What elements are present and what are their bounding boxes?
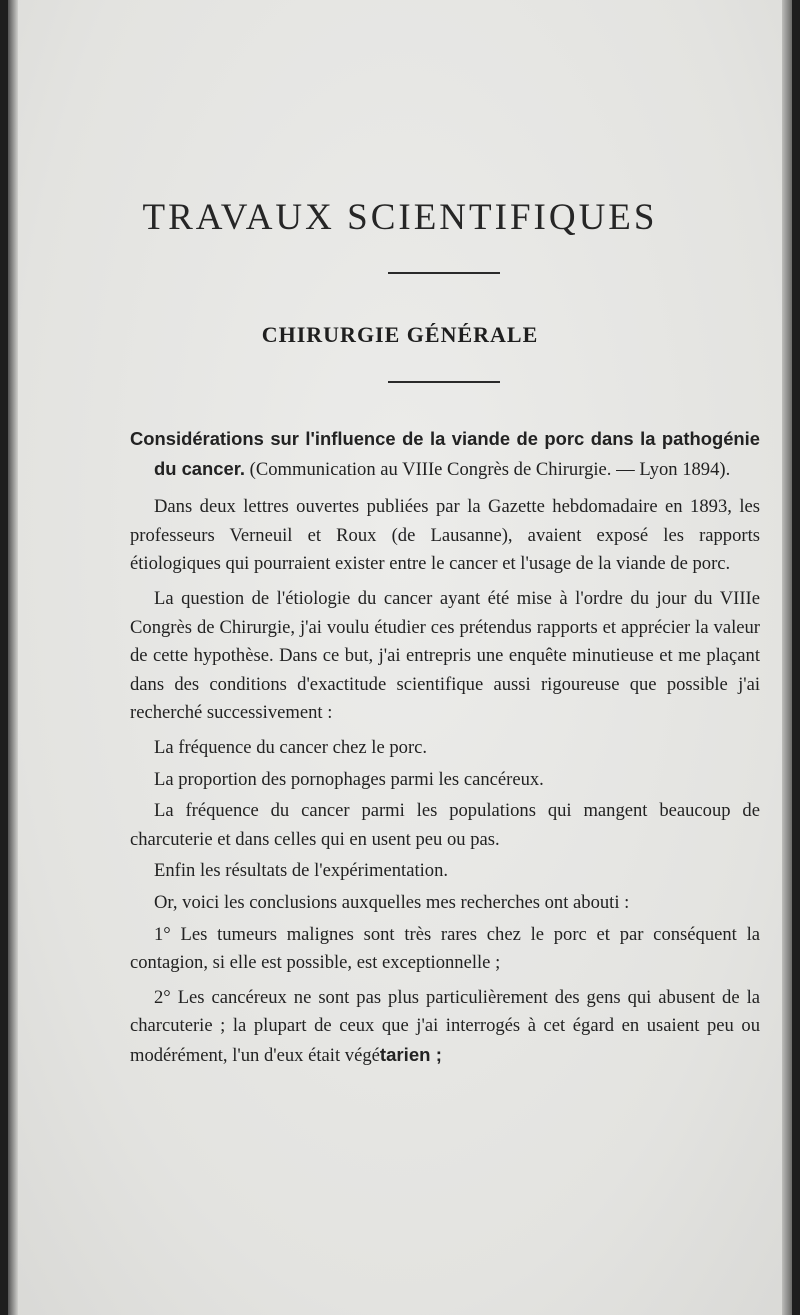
page-title: TRAVAUX SCIENTIFIQUES	[142, 197, 658, 238]
list-item: La proportion des pornophages parmi les cancéreux.	[154, 768, 544, 790]
title-divider	[388, 272, 500, 274]
conclusion-1: 1° Les tumeurs malignes sont très rares chez le porc et par conséquent la contagion, si elle est possible, est exceptionnelle ;	[130, 923, 760, 974]
list-item: La fréquence du cancer chez le porc.	[154, 736, 428, 758]
section-title: CHIRURGIE GÉNÉRALE	[261, 322, 539, 347]
conclusion-intro: Or, voici les conclusions auxquelles mes recherches ont abouti :	[154, 891, 630, 913]
section-divider	[388, 381, 500, 383]
conclusion-2-end: tarien ;	[379, 1043, 442, 1065]
article-heading	[130, 425, 760, 484]
book-page	[8, 0, 792, 1315]
conclusion-2-text: 2° Les cancéreux ne sont pas plus particulièrement des gens qui abusent de la charcuterie ; la plupart de ceux que j'ai interrogés à cet égard en usaient peu ou modérément, l'un d'eux était végé	[130, 986, 760, 1066]
article-body	[130, 425, 760, 1076]
list-item: La fréquence du cancer parmi les populations qui mangent beaucoup de charcuterie et dans celles qui en usent peu ou pas.	[130, 800, 760, 850]
conclusion-2	[130, 984, 760, 1071]
paragraph-1: Dans deux lettres ouvertes publiées par la Gazette hebdomadaire en 1893, les professeurs Verneuil et Roux (de Lausanne), avaient exposé les rapports étiologiques qui pourraient exister entre le cancer et l'usage de la viande de porc.	[130, 496, 760, 575]
list-item: Enfin les résultats de l'expérimentation.	[154, 860, 449, 882]
article-heading-rest: (Communication au VIIIe Congrès de Chirurgie. — Lyon 1894).	[244, 458, 731, 480]
article-heading-bold: Considérations sur l'influence de la viande de porc dans la pathogénie du cancer.	[130, 428, 760, 479]
paragraph-2: La question de l'étiologie du cancer ayant été mise à l'ordre du jour du VIIIe Congrès de Chirurgie, j'ai voulu étudier ces prétendus rapports et apprécier la valeur de cette hypothèse. Dans ce but, j'ai entrepris une enquête minutieuse et me plaçant dans des conditions d'exactitude scientifique aussi rigoureuse que possible j'ai recherché successivement :	[130, 587, 760, 724]
